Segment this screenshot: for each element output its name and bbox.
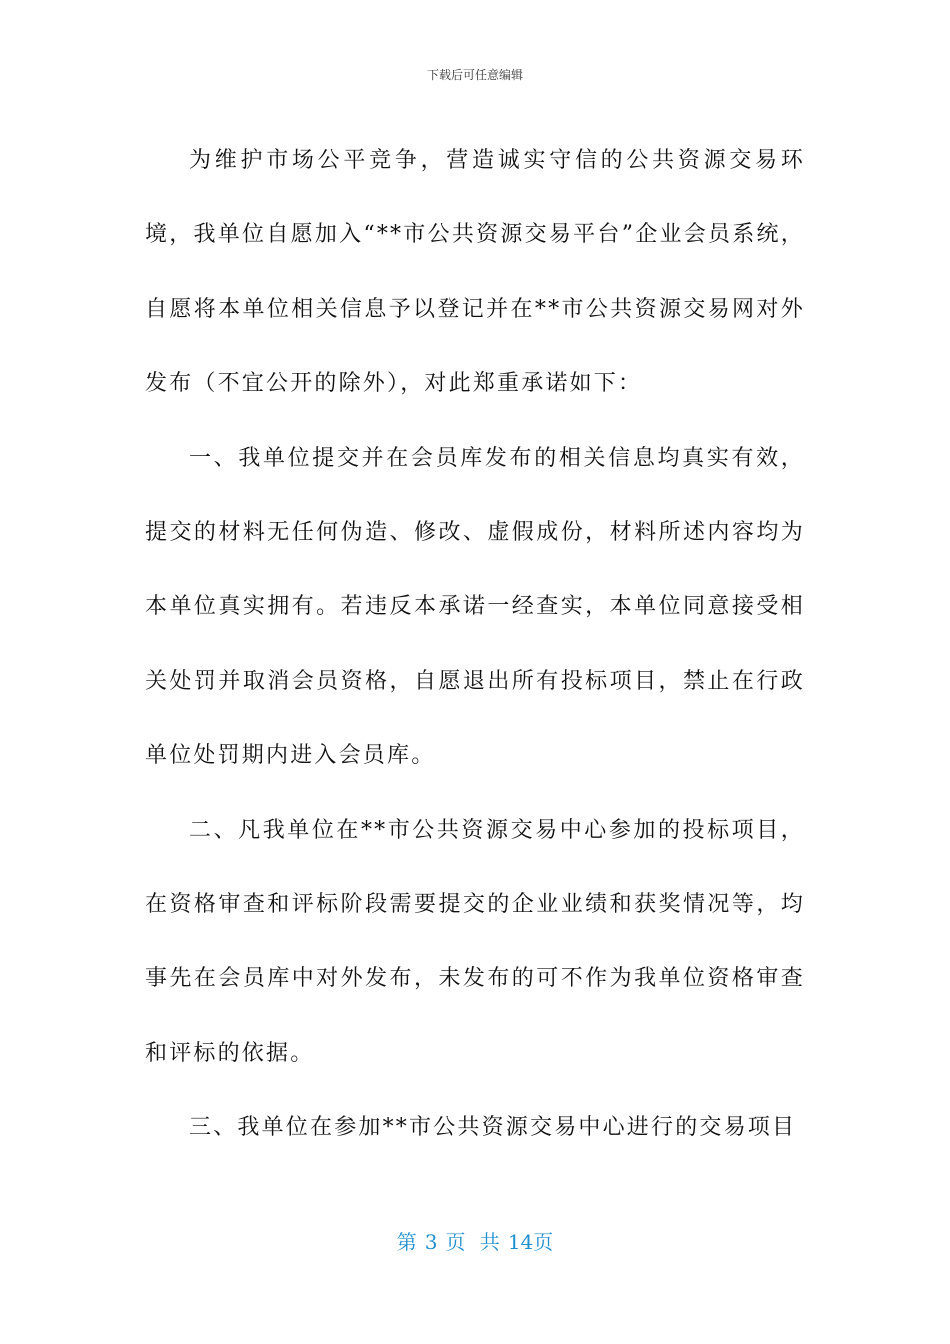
- paragraph-item-3: 三、我单位在参加**市公共资源交易中心进行的交易项目: [189, 1115, 797, 1141]
- paragraph-item-2: 二、凡我单位在**市公共资源交易中心参加的投标项目，在资格审查和评标阶段需要提交的企业业绩和获奖情况等，均事先在会员库中对外发布，未发布的可不作为我单位资格审查和评标的依据。: [145, 817, 805, 1066]
- document-body: [145, 124, 805, 1166]
- paragraph-item-1: 一、我单位提交并在会员库发布的相关信息均真实有效，提交的材料无任何伪造、修改、虚假成份，材料所述内容均为本单位真实拥有。若违反本承诺一经查实，本单位同意接受相关处罚并取消会员资格，自愿退出所有投标项目，禁止在行政单位处罚期内进入会员库。: [145, 445, 805, 769]
- page-header: 下载后可任意编辑: [426, 68, 523, 82]
- footer-total-pages: 14页: [507, 1230, 554, 1254]
- footer-middle: 页 共: [445, 1230, 500, 1254]
- paragraph-intro: 为维护市场公平竞争，营造诚实守信的公共资源交易环境，我单位自愿加入“**市公共资源交易平台”企业会员系统，自愿将本单位相关信息予以登记并在**市公共资源交易网对外发布（不宜公开的除外），对此郑重承诺如下：: [145, 148, 805, 397]
- footer-prefix: 第: [396, 1230, 417, 1254]
- footer-current-page: 3: [424, 1230, 438, 1254]
- page-footer: [0, 1226, 950, 1255]
